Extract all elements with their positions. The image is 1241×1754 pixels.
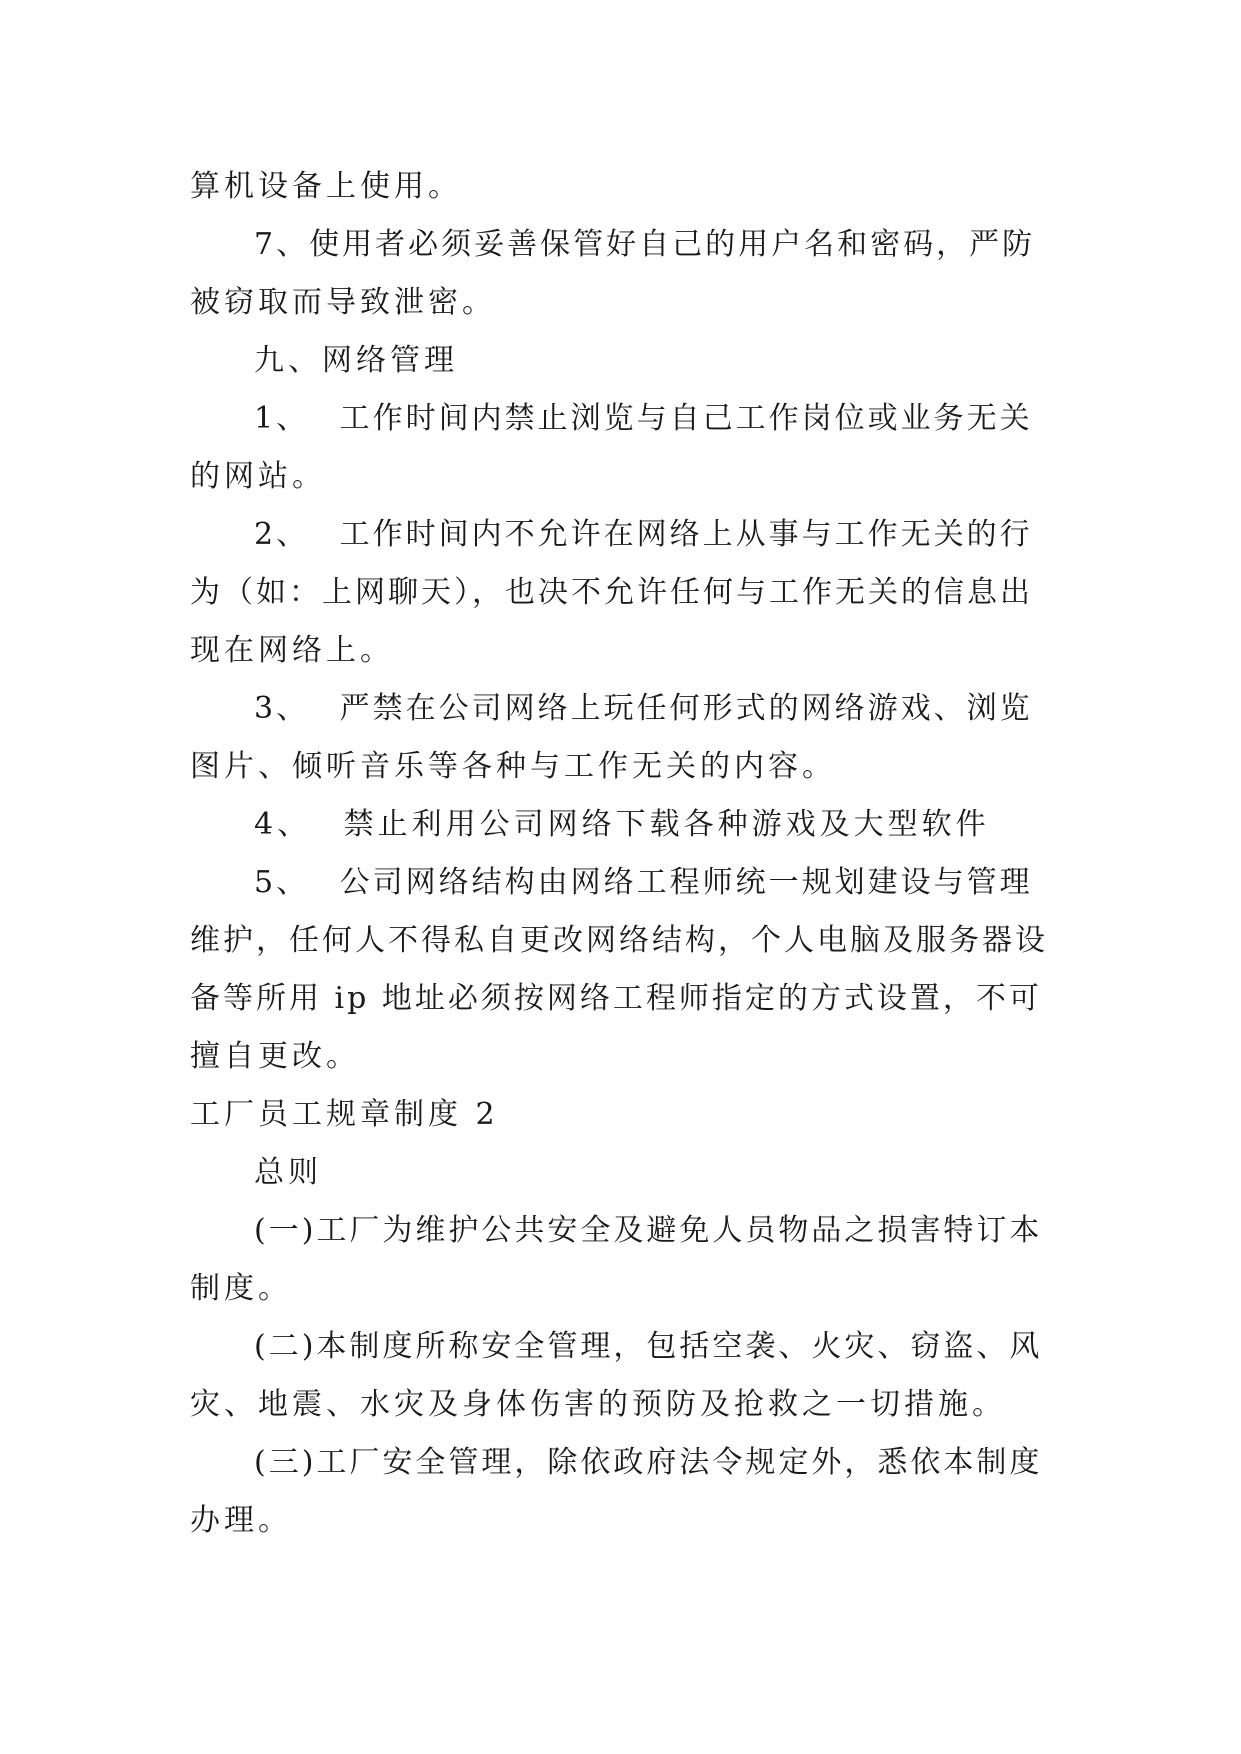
text-line: 5、 公司网络结构由网络工程师统一规划建设与管理 — [254, 865, 1033, 900]
document-title: 工厂员工规章制度 2 — [190, 1097, 499, 1132]
text-line: 制度。 — [190, 1271, 292, 1306]
text-line: 2、 工作时间内不允许在网络上从事与工作无关的行 — [254, 517, 1033, 552]
text-line: 灾、地震、水灾及身体伤害的预防及抢救之一切措施。 — [190, 1387, 1006, 1422]
text-line: 被窃取而导致泄密。 — [190, 285, 496, 320]
document-page — [190, 158, 1052, 1550]
text-line: 维护，任何人不得私自更改网络结构，个人电脑及服务器设 — [190, 923, 1048, 958]
text-line: (三)工厂安全管理，除依政府法令规定外，悉依本制度 — [254, 1445, 1043, 1480]
text-line: 3、 严禁在公司网络上玩任何形式的网络游戏、浏览 — [254, 691, 1033, 726]
text-line: 1、 工作时间内禁止浏览与自己工作岗位或业务无关 — [254, 401, 1033, 436]
text-line: 为（如：上网聊天），也决不允许任何与工作无关的信息出 — [190, 575, 1033, 610]
text-line: 图片、倾听音乐等各种与工作无关的内容。 — [190, 749, 836, 784]
text-line: 算机设备上使用。 — [190, 169, 462, 204]
section-heading: 总则 — [254, 1155, 322, 1190]
text-line: 办理。 — [190, 1503, 292, 1538]
text-line: 4、 禁止利用公司网络下载各种游戏及大型软件 — [254, 807, 990, 842]
text-line: (二)本制度所称安全管理，包括空袭、火灾、窃盗、风 — [254, 1329, 1043, 1364]
text-line: (一)工厂为维护公共安全及避免人员物品之损害特订本 — [254, 1213, 1043, 1248]
text-line: 的网站。 — [190, 459, 326, 494]
text-line: 备等所用 ip 地址必须按网络工程师指定的方式设置，不可 — [190, 981, 1042, 1016]
text-line: 现在网络上。 — [190, 633, 394, 668]
text-line: 擅自更改。 — [190, 1039, 360, 1074]
section-heading: 九、网络管理 — [254, 343, 458, 378]
text-line: 7、使用者必须妥善保管好自己的用户名和密码，严防 — [254, 227, 1036, 262]
